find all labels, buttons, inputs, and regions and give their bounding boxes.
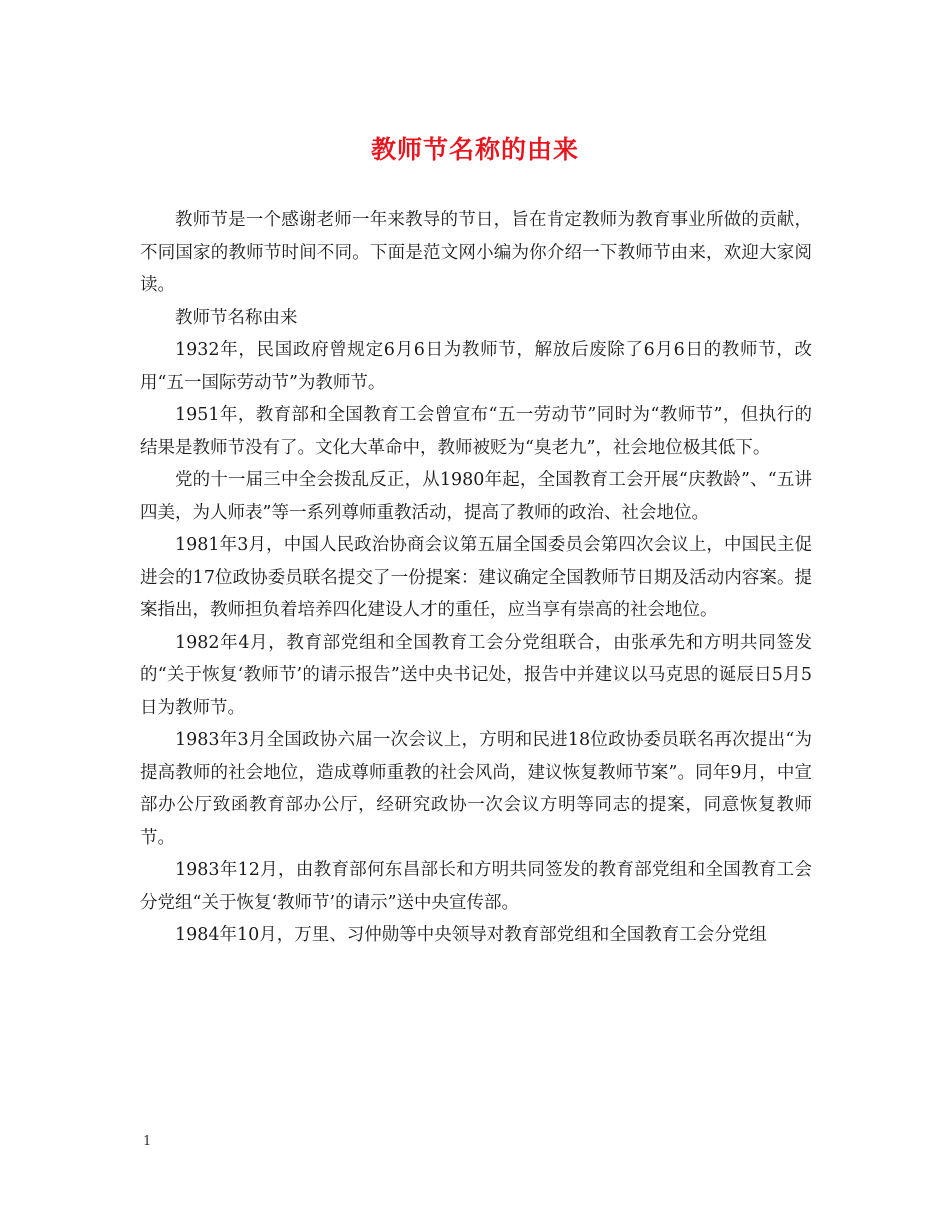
document-body	[140, 204, 812, 952]
paragraph-1984: 1984年10月，万里、习仲勋等中央领导对教育部党组和全国教育工会分党组	[175, 925, 767, 945]
page-number: 1	[143, 1134, 152, 1149]
paragraph-1980: 党的十一届三中全会拨乱反正，从1980年起，全国教育工会开展“庆教龄”、“五讲四美，为人师表”等一系列尊师重教活动，提高了教师的政治、社会地位。	[140, 470, 812, 523]
paragraph-1951: 1951年，教育部和全国教育工会曾宣布“五一劳动节”同时为“教师节”，但执行的结果是教师节没有了。文化大革命中，教师被贬为“臭老九”，社会地位极其低下。	[140, 405, 812, 458]
paragraph-intro: 教师节是一个感谢老师一年来教导的节日，旨在肯定教师为教育事业所做的贡献，不同国家的教师节时间不同。下面是范文网小编为你介绍一下教师节由来，欢迎大家阅读。	[140, 210, 812, 295]
document-title: 教师节名称的由来	[370, 135, 579, 164]
paragraph-subheading: 教师节名称由来	[175, 307, 298, 328]
paragraph-1983-march: 1983年3月全国政协六届一次会议上，方明和民进18位政协委员联名再次提出“为提高教师的社会地位，造成尊师重教的社会风尚，建议恢复教师节案”。同年9月，中宣部办公厅致函教育部办公厅，经研究政协一次会议方明等同志的提案，同意恢复教师节。	[140, 730, 812, 848]
paragraph-1981: 1981年3月，中国人民政治协商会议第五届全国委员会第四次会议上，中国民主促进会的17位政协委员联名提交了一份提案：建议确定全国教师节日期及活动内容案。提案指出，教师担负着培养四化建设人才的重任，应当享有崇高的社会地位。	[140, 535, 812, 620]
paragraph-1983-december: 1983年12月，由教育部何东昌部长和方明共同签发的教育部党组和全国教育工会分党组“关于恢复‘教师节’的请示”送中央宣传部。	[140, 860, 812, 913]
paragraph-1932: 1932年，民国政府曾规定6月6日为教师节，解放后废除了6月6日的教师节，改用“五一国际劳动节”为教师节。	[140, 340, 812, 393]
paragraph-1982: 1982年4月，教育部党组和全国教育工会分党组联合，由张承先和方明共同签发的“关于恢复‘教师节’的请示报告”送中央书记处，报告中并建议以马克思的诞辰日5月5日为教师节。	[140, 632, 812, 718]
